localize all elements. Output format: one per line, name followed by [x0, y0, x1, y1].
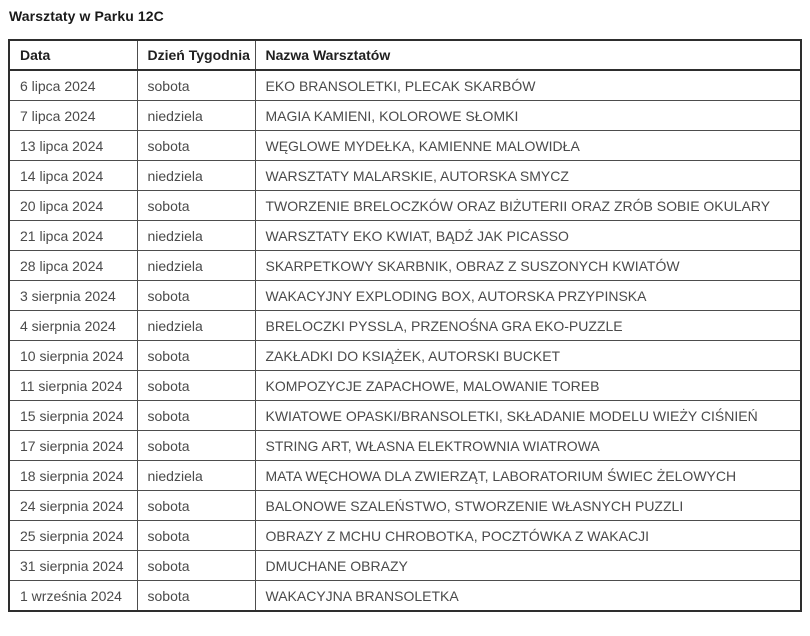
table-row — [9, 341, 801, 371]
cell-date: 4 sierpnia 2024 — [9, 311, 137, 341]
table-row — [9, 191, 801, 221]
page-title: Warsztaty w Parku 12C — [9, 8, 164, 24]
cell-date: 15 sierpnia 2024 — [9, 401, 137, 431]
cell-date: 1 września 2024 — [9, 581, 137, 612]
table-row — [9, 521, 801, 551]
cell-day: niedziela — [137, 101, 255, 131]
cell-day: niedziela — [137, 461, 255, 491]
table-row — [9, 281, 801, 311]
cell-workshop-name: ZAKŁADKI DO KSIĄŻEK, AUTORSKI BUCKET — [255, 341, 801, 371]
cell-day: sobota — [137, 581, 255, 612]
cell-date: 6 lipca 2024 — [9, 70, 137, 101]
cell-day: sobota — [137, 491, 255, 521]
table-header-row — [9, 40, 801, 70]
table-row — [9, 371, 801, 401]
cell-workshop-name: WARSZTATY EKO KWIAT, BĄDŹ JAK PICASSO — [255, 221, 801, 251]
cell-workshop-name: WAKACYJNY EXPLODING BOX, AUTORSKA PRZYPINSKA — [255, 281, 801, 311]
cell-workshop-name: BALONOWE SZALEŃSTWO, STWORZENIE WŁASNYCH PUZZLI — [255, 491, 801, 521]
cell-date: 24 sierpnia 2024 — [9, 491, 137, 521]
cell-workshop-name: SKARPETKOWY SKARBNIK, OBRAZ Z SUSZONYCH KWIATÓW — [255, 251, 801, 281]
cell-date: 20 lipca 2024 — [9, 191, 137, 221]
table-row — [9, 161, 801, 191]
table-row — [9, 251, 801, 281]
cell-day: niedziela — [137, 161, 255, 191]
table-row — [9, 131, 801, 161]
cell-day: sobota — [137, 191, 255, 221]
cell-day: niedziela — [137, 221, 255, 251]
column-header-day: Dzień Tygodnia — [137, 40, 255, 70]
cell-workshop-name: WĘGLOWE MYDEŁKA, KAMIENNE MALOWIDŁA — [255, 131, 801, 161]
column-header-workshop-name: Nazwa Warsztatów — [255, 40, 801, 70]
table-body — [9, 70, 801, 611]
cell-date: 21 lipca 2024 — [9, 221, 137, 251]
cell-date: 31 sierpnia 2024 — [9, 551, 137, 581]
cell-date: 7 lipca 2024 — [9, 101, 137, 131]
cell-day: sobota — [137, 401, 255, 431]
cell-workshop-name: OBRAZY Z MCHU CHROBOTKA, POCZTÓWKA Z WAKACJI — [255, 521, 801, 551]
cell-workshop-name: EKO BRANSOLETKI, PLECAK SKARBÓW — [255, 70, 801, 101]
cell-date: 18 sierpnia 2024 — [9, 461, 137, 491]
cell-day: sobota — [137, 551, 255, 581]
cell-workshop-name: TWORZENIE BRELOCZKÓW ORAZ BIŻUTERII ORAZ ZRÓB SOBIE OKULARY — [255, 191, 801, 221]
cell-date: 14 lipca 2024 — [9, 161, 137, 191]
cell-workshop-name: WAKACYJNA BRANSOLETKA — [265, 587, 459, 604]
cell-date: 13 lipca 2024 — [9, 131, 137, 161]
table-row — [9, 311, 801, 341]
cell-day: sobota — [137, 431, 255, 461]
cell-day: sobota — [137, 70, 255, 101]
table-row — [9, 401, 801, 431]
table-row — [9, 461, 801, 491]
cell-date: 10 sierpnia 2024 — [9, 341, 137, 371]
cell-workshop-name: DMUCHANE OBRAZY — [255, 551, 801, 581]
cell-date: 3 sierpnia 2024 — [9, 281, 137, 311]
cell-day: sobota — [137, 521, 255, 551]
table-row — [9, 581, 801, 612]
table-row — [9, 70, 801, 101]
cell-day: sobota — [137, 281, 255, 311]
cell-date: 28 lipca 2024 — [9, 251, 137, 281]
cell-day: niedziela — [137, 311, 255, 341]
table-row — [9, 491, 801, 521]
column-header-date: Data — [9, 40, 137, 70]
workshops-table — [8, 39, 802, 612]
table-row — [9, 221, 801, 251]
cell-workshop-name: MAGIA KAMIENI, KOLOROWE SŁOMKI — [255, 101, 801, 131]
cell-workshop-name: WARSZTATY MALARSKIE, AUTORSKA SMYCZ — [255, 161, 801, 191]
cell-workshop-name: STRING ART, WŁASNA ELEKTROWNIA WIATROWA — [255, 431, 801, 461]
cell-date: 17 sierpnia 2024 — [9, 431, 137, 461]
cell-date: 11 sierpnia 2024 — [9, 371, 137, 401]
table-row — [9, 431, 801, 461]
cell-day: sobota — [137, 131, 255, 161]
cell-workshop-name: BRELOCZKI PYSSLA, PRZENOŚNA GRA EKO-PUZZLE — [255, 311, 801, 341]
cell-workshop-name: KOMPOZYCJE ZAPACHOWE, MALOWANIE TOREB — [255, 371, 801, 401]
cell-day: niedziela — [137, 251, 255, 281]
table-row — [9, 551, 801, 581]
cell-day: sobota — [137, 341, 255, 371]
cell-workshop-name: MATA WĘCHOWA DLA ZWIERZĄT, LABORATORIUM ŚWIEC ŻELOWYCH — [255, 461, 801, 491]
cell-date: 25 sierpnia 2024 — [9, 521, 137, 551]
cell-workshop-name: KWIATOWE OPASKI/BRANSOLETKI, SKŁADANIE MODELU WIEŻY CIŚNIEŃ — [255, 401, 801, 431]
cell-day: sobota — [137, 371, 255, 401]
table-row — [9, 101, 801, 131]
